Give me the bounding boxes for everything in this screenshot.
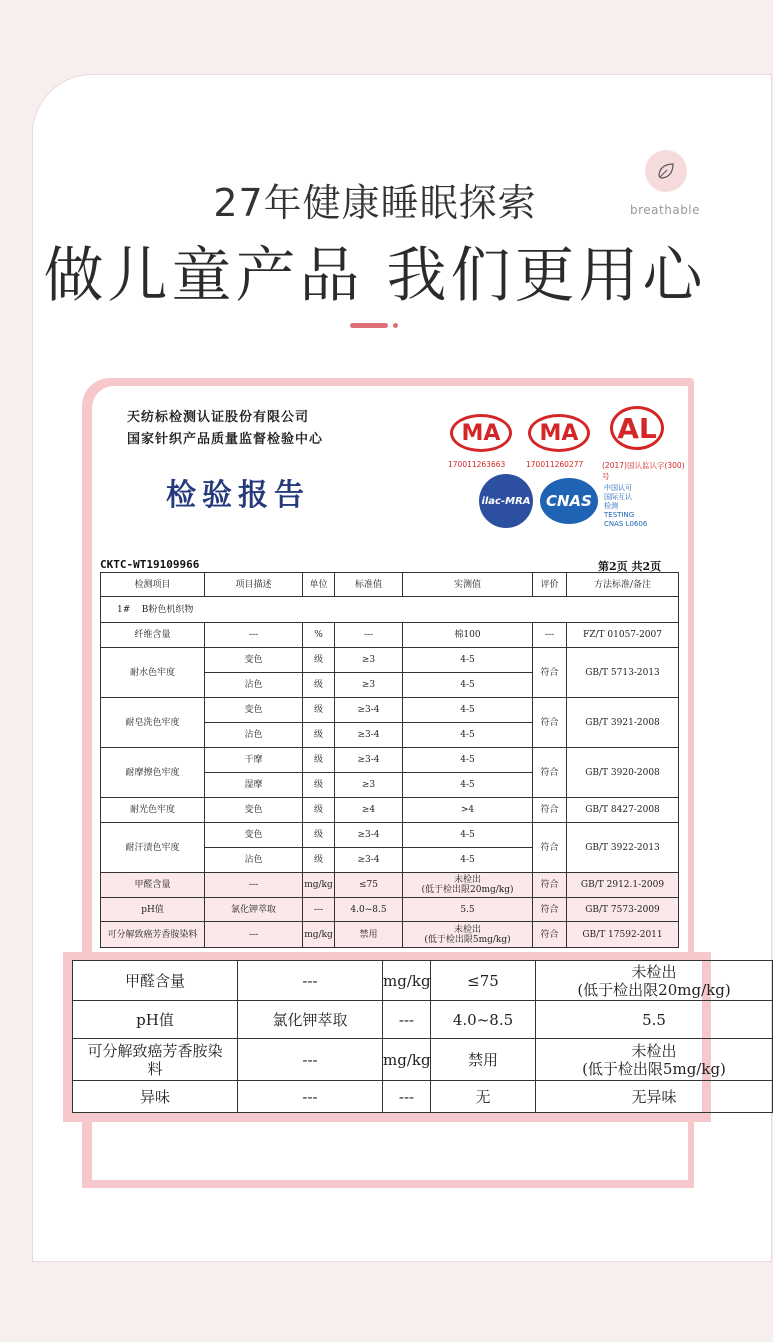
table-row — [73, 1039, 773, 1081]
cell: 变色 — [205, 648, 303, 673]
cell: 湿摩 — [205, 773, 303, 798]
cell: mg/kg — [303, 922, 335, 948]
zoomed-results-table — [72, 960, 773, 1113]
cell: pH值 — [73, 1001, 238, 1039]
cell: GB/T 8427-2008 — [567, 798, 679, 823]
cell: 变色 — [205, 823, 303, 848]
cell: --- — [238, 1039, 383, 1081]
table-row — [101, 898, 679, 922]
page-title: 做儿童产品 我们更用心 — [43, 241, 707, 311]
cell: 禁用 — [431, 1039, 536, 1081]
cell: GB/T 3920-2008 — [567, 748, 679, 798]
title-divider — [350, 323, 388, 328]
cell: 耐摩擦色牢度 — [101, 748, 205, 798]
cell: ≤75 — [335, 873, 403, 898]
zoomed-table-view — [72, 960, 731, 1112]
cell: --- — [238, 1081, 383, 1113]
cell: pH值 — [101, 898, 205, 922]
cnas-text: 中国认可 国际互认 检测 TESTING CNAS L0606 — [604, 484, 648, 528]
cell: GB/T 17592-2011 — [567, 922, 679, 948]
cell: 级 — [303, 848, 335, 873]
cell: 级 — [303, 648, 335, 673]
cell: 沾色 — [205, 848, 303, 873]
cell — [536, 1039, 773, 1081]
cell: 符合 — [533, 748, 567, 798]
cell: 无异味 — [536, 1081, 773, 1113]
ilac-mra-logo: ilac-MRA — [479, 474, 533, 528]
cell — [73, 1039, 238, 1081]
table-row — [101, 748, 679, 773]
cma-stamp-1: MA — [450, 414, 512, 452]
cma-stamp-2: MA — [528, 414, 590, 452]
cell: 符合 — [533, 648, 567, 698]
cell: --- — [205, 922, 303, 948]
title-divider-dot — [393, 323, 398, 328]
cell: 级 — [303, 723, 335, 748]
cell: 异味 — [73, 1081, 238, 1113]
item-line: 可分解致癌芳香胺染 — [87, 1041, 223, 1060]
cell: 无 — [431, 1081, 536, 1113]
cell: 4-5 — [403, 773, 533, 798]
cell: GB/T 5713-2013 — [567, 648, 679, 698]
cell: 干摩 — [205, 748, 303, 773]
cell: 变色 — [205, 698, 303, 723]
cell: --- — [533, 623, 567, 648]
cell: 未检出 (低于检出限20mg/kg) — [403, 873, 533, 898]
header-cell: 实测值 — [403, 573, 533, 597]
cell: FZ/T 01057-2007 — [567, 623, 679, 648]
cell: ≥3-4 — [335, 748, 403, 773]
cell: ≥3 — [335, 648, 403, 673]
cell: 级 — [303, 773, 335, 798]
cell: 4-5 — [403, 648, 533, 673]
company-name: 天纺标检测认证股份有限公司 — [127, 410, 310, 425]
cell: 棉100 — [403, 623, 533, 648]
page-subtitle: 27年健康睡眠探索 — [213, 181, 537, 225]
cell: GB/T 2912.1-2009 — [567, 873, 679, 898]
table-row — [101, 873, 679, 898]
cell: 级 — [303, 673, 335, 698]
center-name: 国家针织产品质量监督检验中心 — [127, 432, 324, 447]
cell: ≥3 — [335, 673, 403, 698]
cell: GB/T 3921-2008 — [567, 698, 679, 748]
report-title: 检验报告 — [166, 478, 310, 513]
cell: 4-5 — [403, 823, 533, 848]
cell: 4-5 — [403, 848, 533, 873]
cell: 耐汗渍色牢度 — [101, 823, 205, 873]
cell: 纤维含量 — [101, 623, 205, 648]
cell: 符合 — [533, 698, 567, 748]
cell: 符合 — [533, 798, 567, 823]
cell: 沾色 — [205, 673, 303, 698]
cell: GB/T 3922-2013 — [567, 823, 679, 873]
cell: 耐皂洗色牢度 — [101, 698, 205, 748]
section-row — [101, 597, 679, 623]
results-table — [100, 572, 679, 948]
cell: --- — [335, 623, 403, 648]
cell: mg/kg — [303, 873, 335, 898]
cell: 氯化钾萃取 — [205, 898, 303, 922]
header-cell: 评价 — [533, 573, 567, 597]
table-row — [101, 623, 679, 648]
cell: 甲醛含量 — [73, 961, 238, 1001]
badge-label: breathable — [630, 203, 701, 217]
cell: 符合 — [533, 873, 567, 898]
report-number: CKTC-WT19109966 — [100, 558, 200, 571]
cell: 级 — [303, 698, 335, 723]
cma-number-1: 170011263663 — [448, 460, 506, 469]
cell: 4.0~8.5 — [335, 898, 403, 922]
cell: 4-5 — [403, 748, 533, 773]
cell: ≥3-4 — [335, 823, 403, 848]
cell: 4-5 — [403, 723, 533, 748]
cell: 4-5 — [403, 698, 533, 723]
header-cell: 方法标准/备注 — [567, 573, 679, 597]
cell: ≥3-4 — [335, 698, 403, 723]
cell: 4.0~8.5 — [431, 1001, 536, 1039]
table-row — [73, 1081, 773, 1113]
cell: 耐光色牢度 — [101, 798, 205, 823]
item-line: 料 — [147, 1059, 163, 1078]
cell: 符合 — [533, 823, 567, 873]
value-line: 未检出 — [631, 962, 677, 981]
cell: 5.5 — [403, 898, 533, 922]
table-row — [101, 648, 679, 673]
header-cell: 检测项目 — [101, 573, 205, 597]
table-header — [101, 573, 679, 597]
cell: --- — [205, 623, 303, 648]
table-row — [73, 961, 773, 1001]
value-line: 未检出 — [631, 1041, 677, 1060]
table-row — [101, 922, 679, 948]
value-note: (低于检出限5mg/kg) — [582, 1059, 726, 1078]
cell: 变色 — [205, 798, 303, 823]
cell: --- — [383, 1081, 431, 1113]
page-indicator: 第2页 共2页 — [598, 560, 662, 573]
cell: --- — [303, 898, 335, 922]
cell: 符合 — [533, 922, 567, 948]
header-cell: 项目描述 — [205, 573, 303, 597]
cell: 禁用 — [335, 922, 403, 948]
cell: 5.5 — [536, 1001, 773, 1039]
value-note: (低于检出限20mg/kg) — [577, 980, 731, 999]
cell: % — [303, 623, 335, 648]
table-row — [101, 798, 679, 823]
cell: mg/kg — [383, 961, 431, 1001]
cell: ≤75 — [431, 961, 536, 1001]
table-row — [101, 698, 679, 723]
cell: 级 — [303, 748, 335, 773]
table-row — [101, 823, 679, 848]
table-row — [73, 1001, 773, 1039]
cell: 甲醛含量 — [101, 873, 205, 898]
cell: 沾色 — [205, 723, 303, 748]
cell: 级 — [303, 823, 335, 848]
cell: 4-5 — [403, 673, 533, 698]
section-label: 1# B粉色机织物 — [101, 597, 679, 623]
cell: 未检出 (低于检出限5mg/kg) — [403, 922, 533, 948]
header-cell: 单位 — [303, 573, 335, 597]
cell: --- — [238, 961, 383, 1001]
cal-number: (2017)国认监认字(300)号 — [602, 461, 685, 481]
cell: --- — [383, 1001, 431, 1039]
cell: ≥3-4 — [335, 723, 403, 748]
cell: ≥4 — [335, 798, 403, 823]
cell: 氯化钾萃取 — [238, 1001, 383, 1039]
cell: ≥3-4 — [335, 848, 403, 873]
cell: mg/kg — [383, 1039, 431, 1081]
cell: 级 — [303, 798, 335, 823]
header-cell: 标准值 — [335, 573, 403, 597]
cell: 可分解致癌芳香胺染料 — [101, 922, 205, 948]
cell: GB/T 7573-2009 — [567, 898, 679, 922]
cell: 符合 — [533, 898, 567, 922]
cal-stamp: AL — [610, 406, 664, 450]
cell: >4 — [403, 798, 533, 823]
cma-number-2: 170011260277 — [526, 460, 584, 469]
cell: --- — [205, 873, 303, 898]
cnas-logo: CNAS — [540, 478, 598, 524]
cell: ≥3 — [335, 773, 403, 798]
cell: 耐水色牢度 — [101, 648, 205, 698]
cell — [536, 961, 773, 1001]
